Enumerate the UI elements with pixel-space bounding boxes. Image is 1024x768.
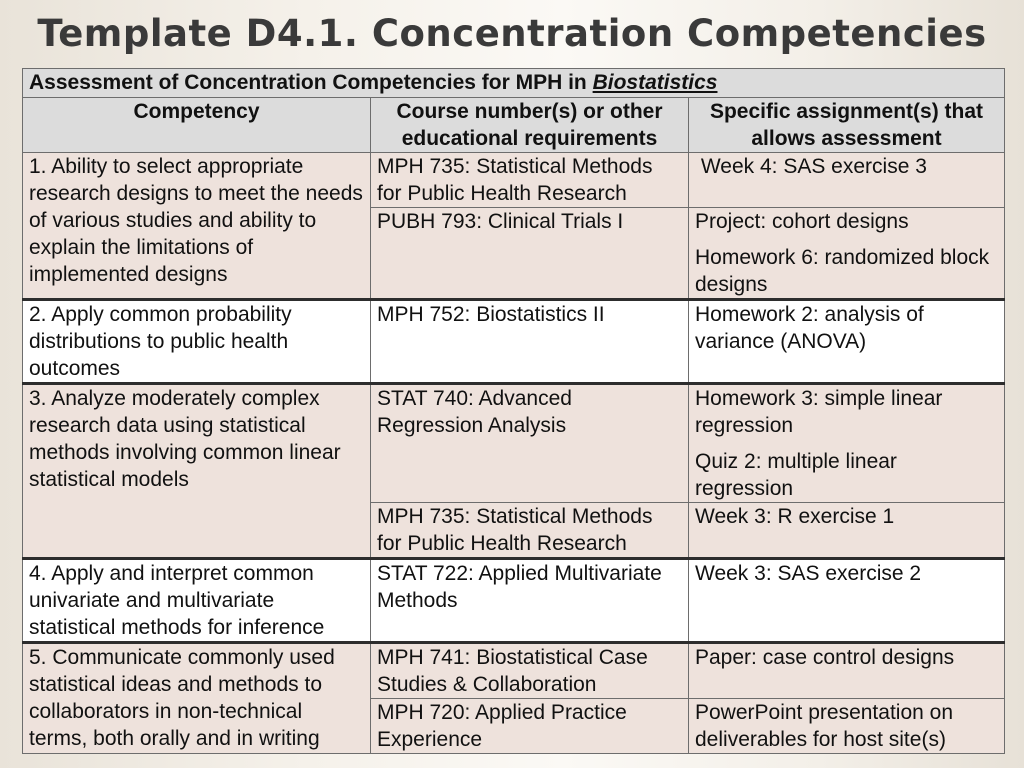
table-row [23,153,1005,208]
assignment-cell [689,300,1005,384]
table-row [23,559,1005,643]
assignment-cell [689,643,1005,699]
course-cell: MPH 735: Statistical Methods for Public Health Research [371,503,689,559]
assignment-item: Week 3: SAS exercise 2 [695,562,922,585]
competency-cell: 5. Communicate commonly used statistical ideas and methods to collaborators in non-technical terms, both orally and in writing [23,643,371,754]
assignment-item: Week 3: R exercise 1 [695,505,895,528]
assignment-item: Homework 3: simple linear regression [695,387,943,437]
assignment-cell [689,208,1005,300]
caption-prefix: Assessment of Concentration Competencies for MPH in [29,71,587,94]
course-cell: MPH 735: Statistical Methods for Public Health Research [371,153,689,208]
assignment-cell [689,699,1005,754]
table-row [23,384,1005,503]
table-row [23,643,1005,699]
course-cell: MPH 752: Biostatistics II [371,300,689,384]
assignment-cell [689,384,1005,503]
header-assignment: Specific assignment(s) that allows assessment [689,98,1005,153]
competencies-table [22,68,1005,754]
assignment-item: Quiz 2: multiple linear regression [695,450,897,500]
assignment-item: Week 4: SAS exercise 3 [695,155,927,178]
competency-cell: 3. Analyze moderately complex research data using statistical methods involving common linear statistical models [23,384,371,559]
assignment-cell [689,153,1005,208]
page-title: Template D4.1. Concentration Competencies [37,12,987,55]
assignment-item: PowerPoint presentation on deliverables for host site(s) [695,701,953,751]
header-competency: Competency [23,98,371,153]
course-cell: MPH 720: Applied Practice Experience [371,699,689,754]
assignment-cell [689,559,1005,643]
competency-cell: 1. Ability to select appropriate research designs to meet the needs of various studies and ability to explain the limitations of implemented designs [23,153,371,300]
course-cell: STAT 722: Applied Multivariate Methods [371,559,689,643]
header-course: Course number(s) or other educational requirements [371,98,689,153]
caption-subject: Biostatistics [592,71,718,94]
assignment-item: Paper: case control designs [695,646,955,669]
assignment-item: Project: cohort designs [695,210,909,233]
assignment-item: Homework 2: analysis of variance (ANOVA) [695,303,924,353]
competency-cell: 4. Apply and interpret common univariate and multivariate statistical methods for inference [23,559,371,643]
table-row [23,300,1005,384]
assignment-cell [689,503,1005,559]
course-cell: STAT 740: Advanced Regression Analysis [371,384,689,503]
course-cell: PUBH 793: Clinical Trials I [371,208,689,300]
assignment-item: Homework 6: randomized block designs [695,246,990,296]
course-cell: MPH 741: Biostatistical Case Studies & Collaboration [371,643,689,699]
competency-cell: 2. Apply common probability distributions to public health outcomes [23,300,371,384]
table-caption [23,69,1005,98]
